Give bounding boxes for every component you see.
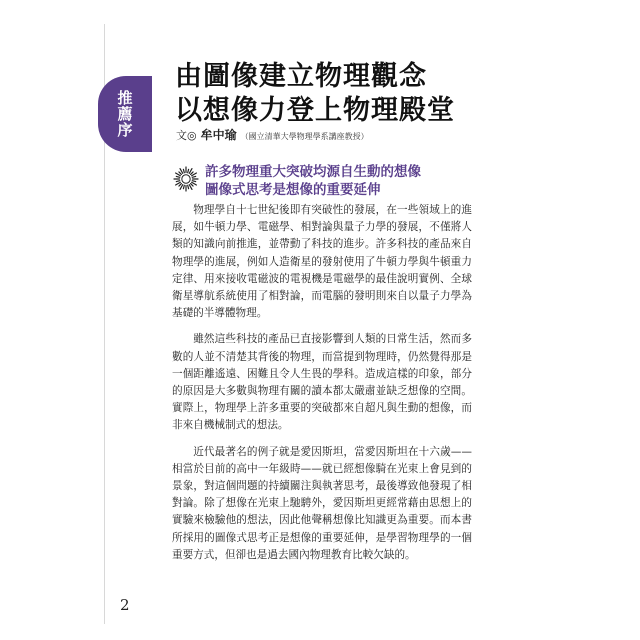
paragraph: 雖然這些科技的產品已直接影響到人類的日常生活，然而多數的人並不清楚其背後的物理，而當提到物理時，仍然覺得那是一個距離遙遠、困難且令人生畏的學科。造成這樣的印象，部分的原因是大多數與物理有關的讀本都太嚴肅並缺乏想像的空間。實際上，物理學上許多重要的突破都來自超凡與生動的想像，而非來自機械制式的想法。	[172, 333, 472, 432]
byline-affiliation: （國立清華大學物理學系講座教授）	[240, 132, 369, 141]
page-number: 2	[120, 596, 130, 614]
byline-author: 牟中瑜	[200, 128, 237, 142]
section-tab-label: 推薦序	[115, 90, 134, 138]
section-subheading	[205, 163, 505, 199]
paragraph: 近代最著名的例子就是愛因斯坦，當愛因斯坦在十六歲——相當於目前的高中一年級時——就已經想像騎在光束上會見到的景象，對這個問題的持續關注與執著思考，最後導致他發現了相對論。除了想像在光束上馳騁外，愛因斯坦更經常藉由思想上的實驗來檢驗他的想法，因此他聲稱想像比知識更為重要。而本書所採用的圖像式思考正是想像的重要延伸，是學習物理學的一個重要方式，但卻也是過去國內物理教育比較欠缺的。	[172, 445, 472, 561]
subheading-line-1: 許多物理重大突破均源自生動的想像	[205, 164, 421, 180]
title-line-2: 以想像力登上物理殿堂	[175, 95, 455, 126]
byline	[176, 126, 369, 143]
body-text	[172, 202, 472, 573]
section-tab	[98, 76, 152, 152]
sunburst-icon	[173, 166, 199, 192]
paragraph: 物理學自十七世紀後即有突破性的發展，在一些領域上的進展，如牛頓力學、電磁學、相對論與量子力學的發展，不僅將人類的知識向前推進，並帶動了科技的進步。許多科技的產品來自物理學的進展，例如人造衛星的發射使用了牛頓力學與牛頓重力定律、用來接收電磁波的電視機是電磁學的最佳說明實例、全球衛星導航系統使用了相對論，而電腦的發明則來自以量子力學為基礎的半導體物理。	[172, 204, 472, 320]
subheading-line-2: 圖像式思考是想像的重要延伸	[205, 182, 381, 198]
page-title	[175, 60, 495, 128]
title-line-1: 由圖像建立物理觀念	[175, 61, 427, 92]
byline-prefix: 文◎	[176, 129, 197, 142]
